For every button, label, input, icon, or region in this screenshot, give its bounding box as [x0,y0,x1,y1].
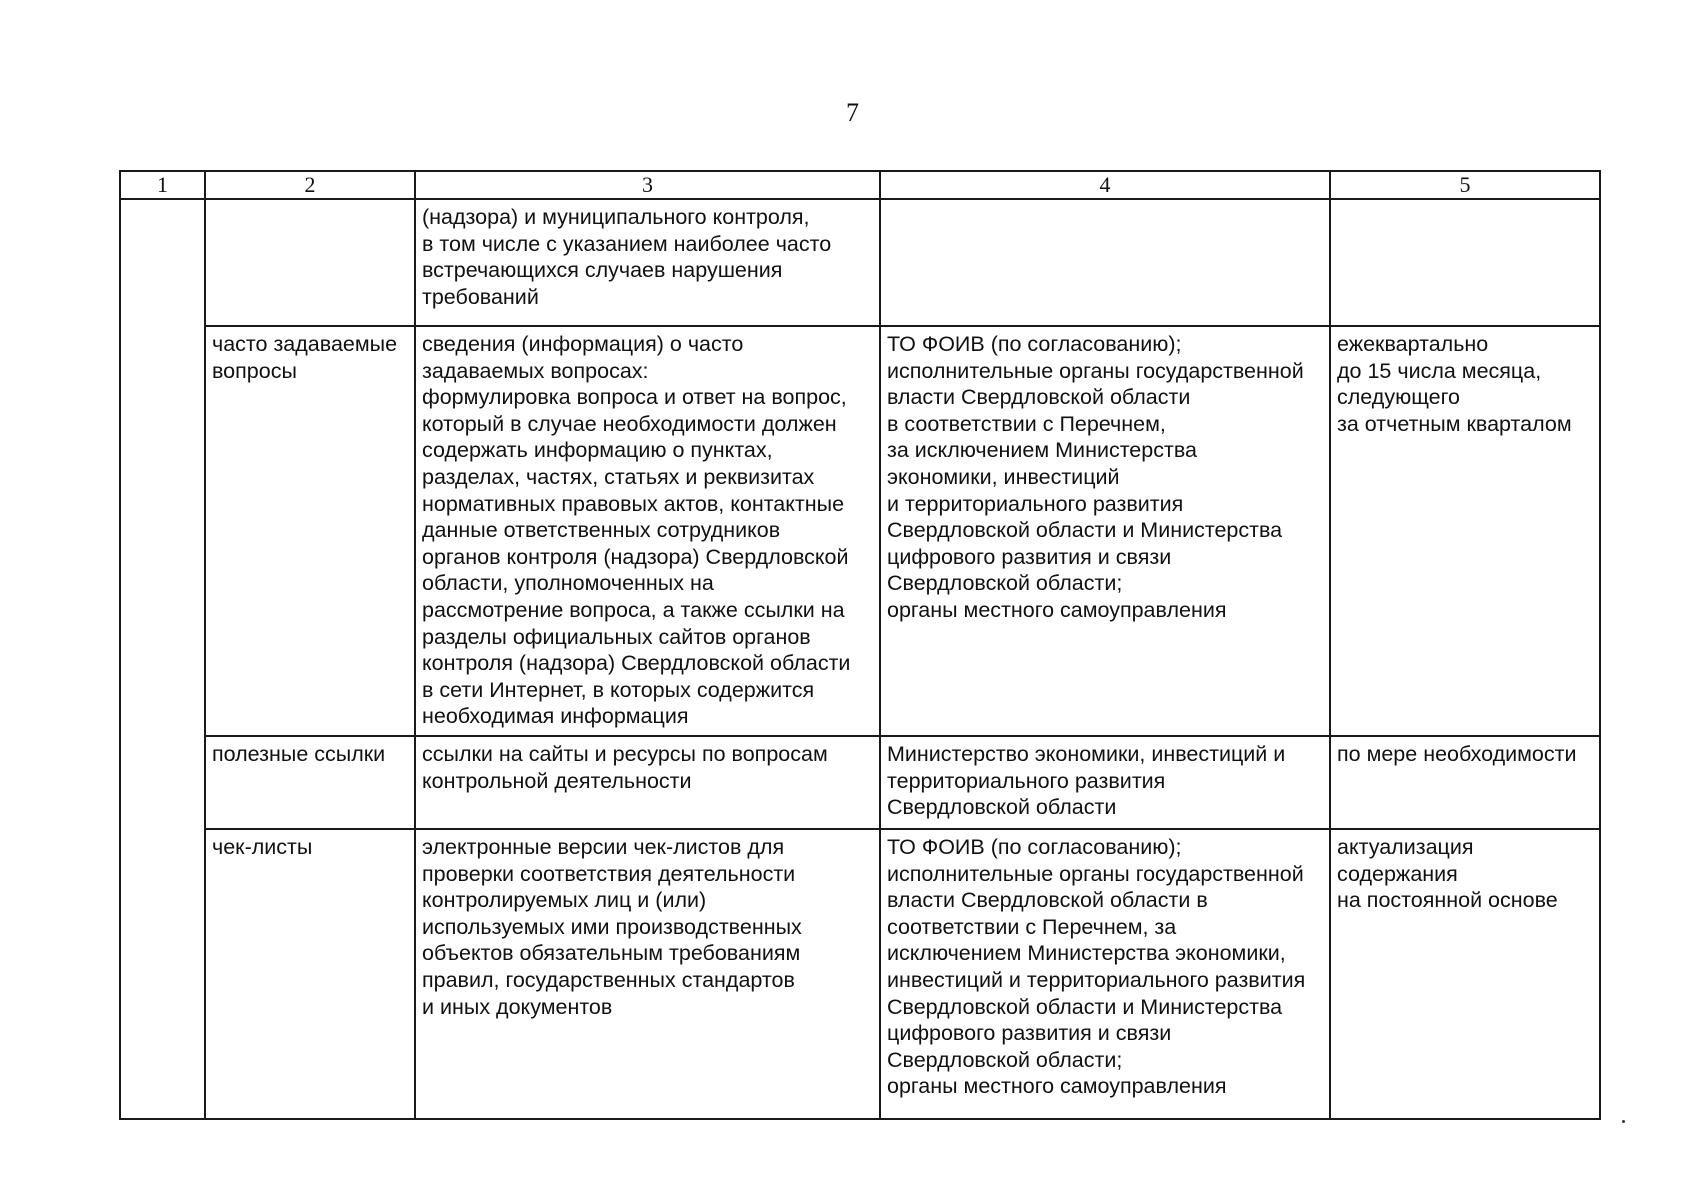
column-header-4: 4 [880,171,1330,199]
table-cell-responsible: ТО ФОИВ (по согласованию); исполнительные органы государственной власти Свердловской области в соответствии с Перечнем, за исключением Министерства экономики, инвестиций и территориального развития Свердловской области и Министерства цифрового развития и связи Свердловской области; органы местного самоуправления [880,829,1330,1119]
table-row [120,829,1600,1119]
table-cell-timing: по мере необходимости [1330,736,1600,829]
table-row [120,326,1600,736]
table-cell-content: сведения (информация) о часто задаваемых вопросах: формулировка вопроса и ответ на вопрос, который в случае необходимости должен содержать информацию о пунктах, разделах, частях, статьях и реквизитах нормативных правовых актов, контактные данные ответственных сотрудников органов контроля (надзора) Свердловской области, уполномоченных на рассмотрение вопроса, а также ссылки на разделы официальных сайтов органов контроля (надзора) Свердловской области в сети Интернет, в которых содержится необходимая информация [415,326,880,736]
column-header-1: 1 [120,171,205,199]
table-cell-content: электронные версии чек-листов для проверки соответствия деятельности контролируемых лиц и (или) используемых ими производственных объектов обязательным требованиям правил, государственных стандартов и иных документов [415,829,880,1119]
table-cell-content: ссылки на сайты и ресурсы по вопросам контрольной деятельности [415,736,880,829]
column-header-5: 5 [1330,171,1600,199]
table-cell-timing [1330,199,1600,326]
table-cell-section [205,199,415,326]
table-cell-col1-merged [120,199,205,1119]
table-cell-timing: ежеквартально до 15 числа месяца, следующего за отчетным кварталом [1330,326,1600,736]
table-cell-responsible [880,199,1330,326]
table-row [120,199,1600,326]
table-cell-section: чек-листы [205,829,415,1119]
scan-speck [1622,1120,1625,1123]
table-cell-responsible: Министерство экономики, инвестиций и территориального развития Свердловской области [880,736,1330,829]
document-table [119,170,1601,1120]
table-cell-section: часто задаваемые вопросы [205,326,415,736]
column-header-2: 2 [205,171,415,199]
table-cell-timing: актуализация содержания на постоянной основе [1330,829,1600,1119]
table-row [120,736,1600,829]
table-cell-responsible: ТО ФОИВ (по согласованию); исполнительные органы государственной власти Свердловской области в соответствии с Перечнем, за исключением Министерства экономики, инвестиций и территориального развития Свердловской области и Министерства цифрового развития и связи Свердловской области; органы местного самоуправления [880,326,1330,736]
table-cell-content: (надзора) и муниципального контроля, в том числе с указанием наиболее часто встречающихся случаев нарушения требований [415,199,880,326]
column-header-3: 3 [415,171,880,199]
table-cell-section: полезные ссылки [205,736,415,829]
table-header-row [120,171,1600,199]
page-number: 7 [846,98,859,127]
